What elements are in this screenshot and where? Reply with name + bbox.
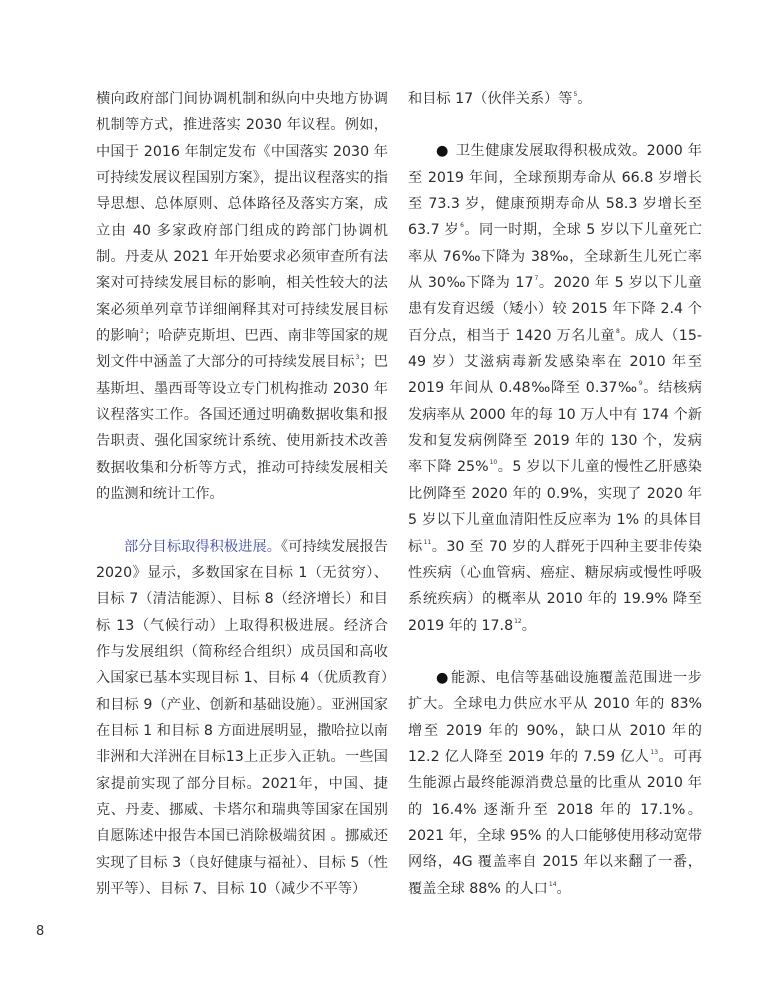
footnote-ref: 2 bbox=[140, 328, 144, 336]
text-run: 。30 至 70 岁的人群死于四种主要非传染性疾病（心血管病、癌症、糖尿病或慢性呼吸系统疾病）的概率从 2010 年的 19.9% 降至 2019 年的 17.8 bbox=[408, 538, 702, 634]
text-run: 。 bbox=[577, 91, 592, 107]
paragraph-gap bbox=[408, 112, 702, 138]
footnote-ref: 12 bbox=[514, 617, 522, 625]
text-run: 。5 岁以下儿童的慢性乙肝感染比例降至 2020 年的 0.9%，实现了 2020 年 5 岁以下儿童血清阳性反应率为 1% 的具体目标 bbox=[408, 459, 702, 555]
text-run: 和目标 17（伙伴关系）等 bbox=[408, 91, 573, 107]
footnote-ref: 11 bbox=[423, 538, 432, 546]
paragraph-gap bbox=[408, 639, 702, 665]
text-run: 。成人（15-49 岁）艾滋病毒新发感染率在 2010 年至 2019 年间从 0.48‰降至 0.37‰ bbox=[408, 327, 702, 397]
paragraph-gap bbox=[96, 508, 388, 534]
body-paragraph bbox=[96, 86, 388, 508]
text-run: 。可再生能源占最终能源消费总量的比重从 2010 年的 16.4% 逐渐升至 2018 年的 17.1%。2021 年，全球 95% 的人口能够使用移动宽带网络，4G 覆盖率自 2015 年以来翻了一番，覆盖全球 88% 的人口 bbox=[408, 748, 702, 897]
footnote-ref: 13 bbox=[650, 748, 659, 756]
bullet-icon: ● bbox=[436, 143, 449, 160]
footnote-ref: 5 bbox=[573, 91, 578, 98]
footnote-ref: 8 bbox=[616, 327, 620, 335]
text-run: 。 bbox=[521, 617, 536, 634]
right-column bbox=[408, 86, 702, 902]
text-run: 横向政府部门间协调机制和纵向中央地方协调机制等方式，推进落实 2030 年议程。例如，中国于 2016 年制定发布《中国落实 2030 年可持续发展议程国别方案》，提出议程落实的指导思想、总体原则、总体路径及落实方案，成立由 40 多家政府部门组成的跨部门协调机制。丹麦从 2021 年开始要求必须审查所有法案对可持续发展目标的影响，相关性较大的法案必须单列章节详细阐释其对可持续发展目标的影响 bbox=[96, 91, 388, 345]
footnote-ref: 9 bbox=[638, 380, 643, 388]
text-run: 。结核病发病率从 2000 年的每 10 万人中有 174 个新发和复发病例降至 2019 年的 130 个，发病率下降 25% bbox=[408, 380, 702, 476]
text-run: 。同一时期，全球 5 岁以下儿童死亡率从 76‰下降为 38‰，全球新生儿死亡率从 30‰下降为 17 bbox=[408, 222, 702, 292]
text-run: 《可持续发展报告 2020》显示，多数国家在目标 1（无贫穷）、目标 7（清洁能源）、目标 8（经济增长）和目标 13（气候行动）上取得积极进展。经济合作与发展组织（简称经合组织）成员国和高收入国家已基本实现目标 1、目标 4（优质教育）和目标 9（产业、创新和基础设施）。亚洲国家在目标 1 和目标 8 方面进展明显，撒哈拉以南非洲和大洋洲在目标13上正步入正轨。一些国家提前实现了部分目标。2021年，中国、捷克、丹麦、挪威、卡塔尔和瑞典等国家在国别自愿陈述中报告本国已消除极端贫困 。挪威还实现了目标 3（良好健康与福祉）、目标 5（性别平等）、目标 7、目标 10（减少不平等） bbox=[96, 538, 388, 897]
footnote-ref: 3 bbox=[355, 354, 360, 362]
footnote-ref: 14 bbox=[548, 880, 557, 888]
text-run: ；哈萨克斯坦、巴西、南非等国家的规划文件中涵盖了大部分的可持续发展目标 bbox=[96, 328, 388, 371]
text-run: 能源、电信等基础设施覆盖范围进一步扩大。全球电力供应水平从 2010 年的 83% 增至 2019 年的 90%，缺口从 2010 年的 12.2 亿人降至 2019 年的 7.59 亿人 bbox=[408, 669, 702, 765]
footnote-ref: 10 bbox=[489, 459, 498, 467]
footnote-ref: 6 bbox=[460, 222, 464, 230]
page-number: 8 bbox=[36, 924, 45, 939]
section-heading: 部分目标取得积极进展。 bbox=[124, 538, 281, 555]
bullet-paragraph bbox=[408, 138, 702, 639]
text-run: ；巴基斯坦、墨西哥等设立专门机构推动 2030 年议程落实工作。各国还通过明确数据收集和报告职责、强化国家统计系统、使用新技术改善数据收集和分析等方式，推动可持续发展相关的监测和统计工作。 bbox=[96, 354, 388, 503]
text-run: 。2020 年 5 岁以下儿童患有发育迟缓（矮小）较 2015 年下降 2.4 个百分点，相当于 1420 万名儿童 bbox=[408, 275, 702, 344]
bullet-paragraph bbox=[408, 665, 702, 902]
text-run: 。 bbox=[556, 880, 571, 897]
body-paragraph bbox=[96, 534, 388, 903]
bullet-icon: ● bbox=[436, 669, 449, 686]
text-run: 卫生健康发展取得积极成效。2000 年至 2019 年间，全球预期寿命从 66.8 岁增长至 73.3 岁，健康预期寿命从 58.3 岁增长至 63.7 岁 bbox=[408, 143, 702, 239]
left-column bbox=[96, 86, 388, 902]
footnote-ref: 7 bbox=[534, 275, 539, 283]
body-paragraph bbox=[408, 86, 702, 112]
